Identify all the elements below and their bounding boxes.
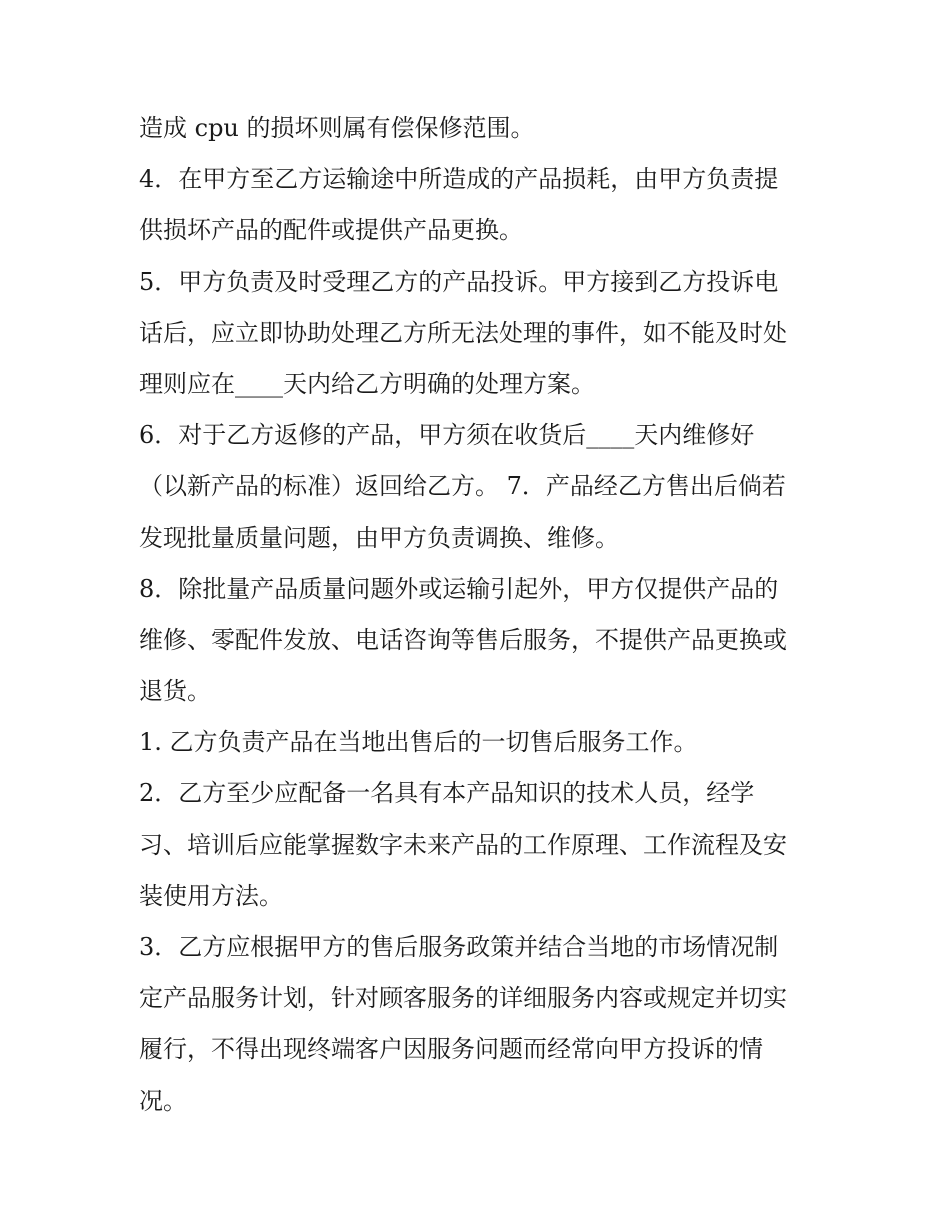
text-line: 5．甲方负责及时受理乙方的产品投诉。甲方接到乙方投诉电: [139, 267, 779, 296]
text-line: 理则应在____天内给乙方明确的处理方案。: [139, 369, 595, 398]
text-line: 6．对于乙方返修的产品，甲方须在收货后____天内维修好: [139, 421, 755, 450]
text-line: （以新产品的标准）返回给乙方。 7．产品经乙方售出后倘若: [139, 472, 786, 501]
text-line: 况。: [139, 1086, 187, 1115]
text-line: 1. 乙方负责产品在当地出售后的一切售后服务工作。: [139, 728, 698, 757]
text-line: 退货。: [139, 677, 211, 706]
text-line: 装使用方法。: [139, 881, 283, 910]
text-line: 话后，应立即协助处理乙方所无法处理的事件，如不能及时处: [139, 318, 787, 347]
text-line: 习、培训后应能掌握数字未来产品的工作原理、工作流程及安: [139, 830, 787, 859]
text-line: 供损坏产品的配件或提供产品更换。: [139, 216, 523, 245]
text-line: 履行，不得出现终端客户因服务问题而经常向甲方投诉的情: [139, 1035, 763, 1064]
text-line: 造成 cpu 的损坏则属有偿保修范围。: [139, 114, 535, 142]
text-line: 发现批量质量问题，由甲方负责调换、维修。: [139, 523, 619, 552]
text-line: 4．在甲方至乙方运输途中所造成的产品损耗，由甲方负责提: [139, 165, 779, 194]
text-line: 维修、零配件发放、电话咨询等售后服务，不提供产品更换或: [139, 625, 787, 654]
text-line: 定产品服务计划，针对顾客服务的详细服务内容或规定并切实: [139, 984, 787, 1013]
text-line: 2．乙方至少应配备一名具有本产品知识的技术人员，经学: [139, 779, 755, 808]
document-body: [139, 103, 819, 1127]
text-line: 8．除批量产品质量问题外或运输引起外，甲方仅提供产品的: [139, 574, 779, 603]
text-line: 3．乙方应根据甲方的售后服务政策并结合当地的市场情况制: [139, 933, 779, 961]
